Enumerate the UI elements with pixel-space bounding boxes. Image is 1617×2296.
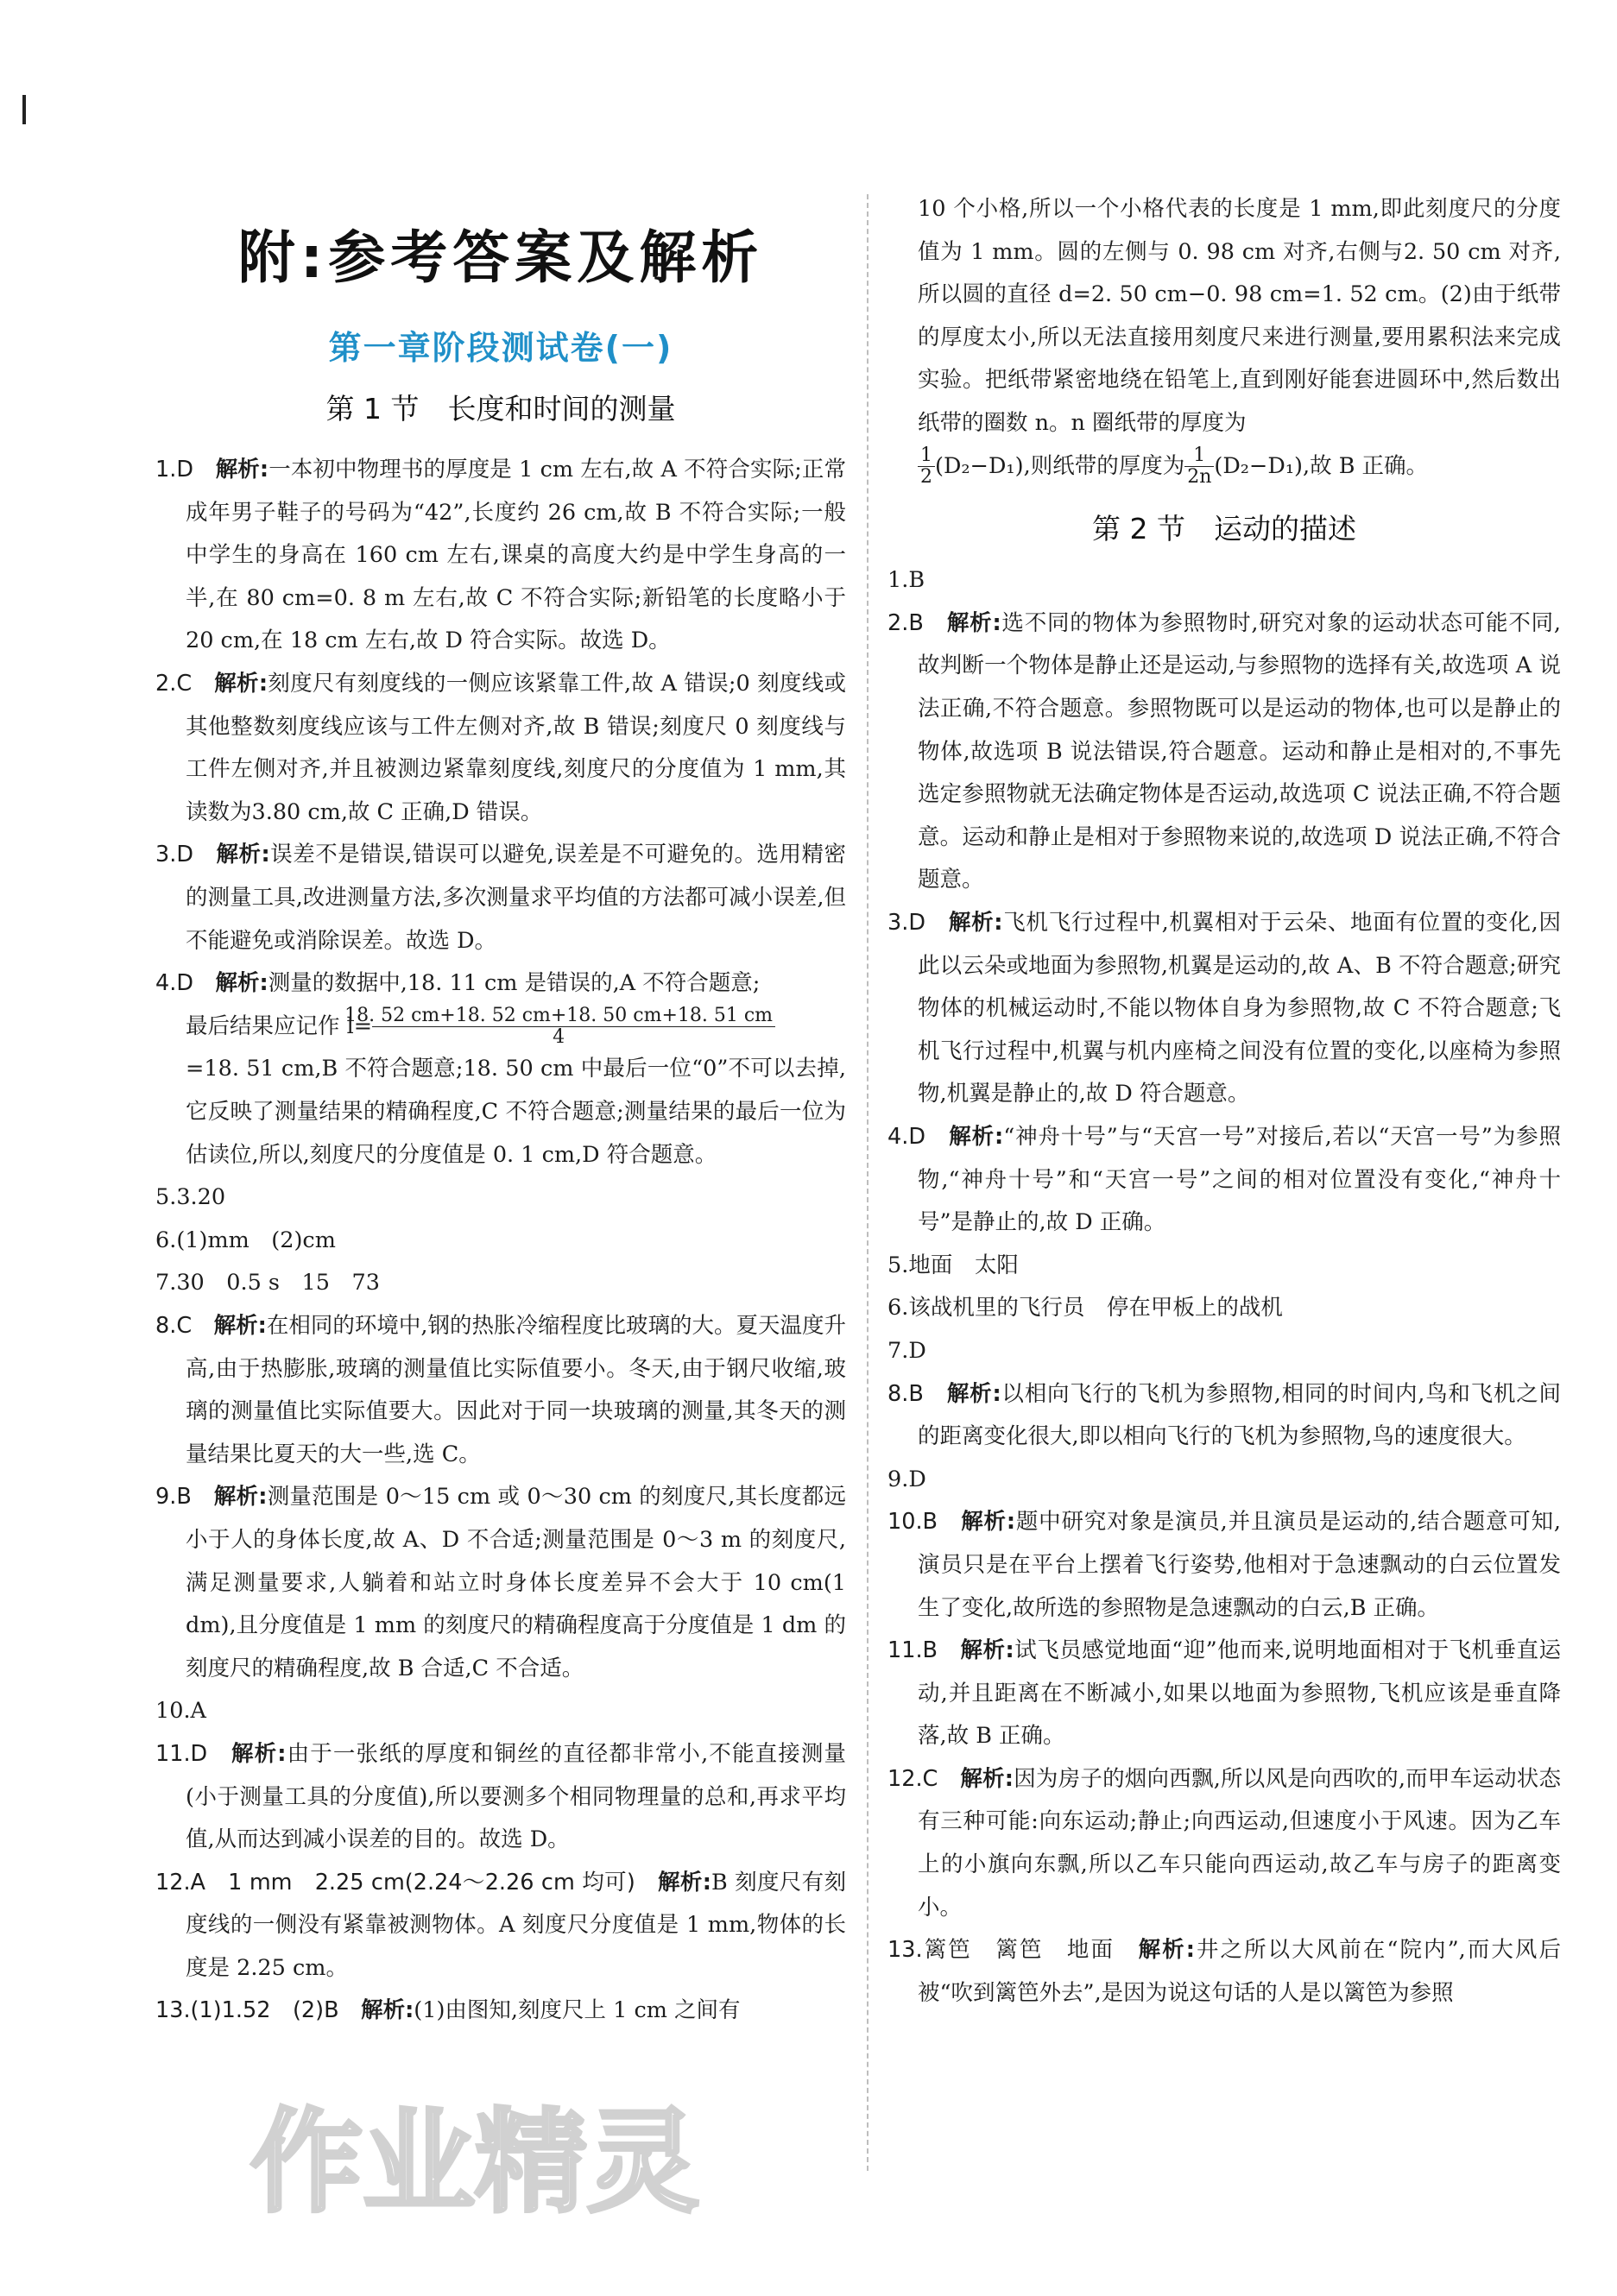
analysis-text: 刻度尺有刻度线的一侧应该紧靠工件,故 A 错误;0 刻度线或其他整数刻度线应该与工件左侧对齐,故 B 错误;刻度尺 0 刻度线与工件左侧对齐,并且被测边紧靠刻度线,刻度尺的分度值为 1 mm,其读数为3.80 cm,故 C 正确,D 错误。 [186,670,846,825]
answer-item [155,663,846,834]
analysis-label: 解析: [946,609,1001,636]
left-column [155,449,846,2033]
chapter-title: 第一章阶段测试卷(一) [328,329,673,367]
analysis-label: 解析: [213,1312,267,1339]
analysis-label: 解析: [961,1509,1016,1536]
analysis-label: 解析: [946,1380,1001,1407]
analysis-text: =18. 51 cm,B 不符合题意;18. 50 cm 中最后一位“0”不可以去掉,它反映了测量结果的精确程度,C 不符合题意;测量结果的最后一位为估读位,所以,刻度尺的分度值是 0. 1 cm,D 符合题意。 [186,1056,846,1168]
analysis-label: 解析: [231,1740,287,1767]
answer-number: 11.D [155,1740,208,1767]
answer-item [887,1373,1561,1459]
column-divider [867,194,869,2171]
analysis-text: (D₂−D₁),故 B 正确。 [1214,452,1429,479]
answer-number: 1.D [155,457,193,483]
section1-title: 第 1 节 长度和时间的测量 [325,392,676,426]
analysis-text: (D₂−D₁),则纸带的厚度为 [935,452,1185,479]
analysis-text: 最后结果应记作 l= [186,1012,373,1039]
analysis-text: 飞机飞行过程中,机翼相对于云朵、地面有位置的变化,因此以云朵或地面为参照物,机翼是运动的,故 A、B 不符合题意;研究物体的机械运动时,不能以物体自身为参照物,故 C 不符合题意;飞机飞行过程中,机翼与机内座椅之间没有位置的变化,以座椅为参照物,机翼是静止的,故 D 符合题意。 [918,910,1561,1107]
answer-number: 4.D [155,970,193,997]
analysis-label: 解析: [949,1123,1004,1150]
answer-number: 4.D [887,1123,925,1150]
formula-numerator: 18. 52 cm+18. 52 cm+18. 50 cm+18. 51 cm [372,1006,775,1027]
analysis-text: 测量的数据中,18. 11 cm 是错误的,A 不符合题意; [268,970,761,997]
answer-number: 8.C [155,1312,193,1339]
answer-number: 2.C [155,670,193,697]
analysis-label: 解析: [1138,1937,1195,1964]
answer-item [887,602,1561,902]
fraction-numerator: 1 [1184,445,1214,467]
answer-item [155,1990,846,2033]
answer-item: 7.30 0.5 s 15 73 [155,1270,380,1296]
answer-number: 13.(1)1.52 (2)B [155,1997,339,2024]
analysis-text: 选不同的物体为参照物时,研究对象的运动状态可能不同,故判断一个物体是静止还是运动,与参照物的选择有关,故选项 A 说法正确,不符合题意。参照物既可以是运动的物体,也可以是静止的物体,故选项 B 说法错误,符合题意。运动和静止是相对的,不事先选定参照物就无法确定物体是否运动,故选项 C 说法正确,不符合题意。运动和静止是相对于参照物来说的,故选项 D 说法正确,不符合题意。 [918,609,1561,893]
formula-denominator: 4 [553,1026,565,1049]
answer-continuation [887,188,1561,488]
answer-item: 6.该战机里的飞行员 停在甲板上的战机 [887,1295,1283,1321]
fraction-denominator: 2 [920,466,932,489]
right-column [887,188,1561,2015]
answer-item: 7.D [887,1337,926,1364]
answer-item [155,834,846,962]
answer-item: 1.B [887,567,925,594]
analysis-label: 解析: [658,1869,711,1895]
analysis-text: 误差不是错误,错误可以避免,误差是不可避免的。选用精密的测量工具,改进测量方法,多次测量求平均值的方法都可减小误差,但不能避免或消除误差。故选 D。 [186,842,846,954]
fraction-half [918,445,935,488]
answer-item: 6.(1)mm (2)cm [155,1227,336,1253]
page-title: 附:参考答案及解析 [237,224,764,291]
watermark-logo [233,2072,717,2244]
answer-number: 3.D [887,910,925,936]
analysis-label: 解析: [215,457,269,483]
fraction-denominator: 2n [1187,466,1212,489]
section2-title: 第 2 节 运动的描述 [1092,512,1356,546]
answer-item: 5.地面 太阳 [887,1252,1019,1278]
answer-number: 12.C [887,1765,938,1792]
analysis-label: 解析: [361,1997,414,2024]
fraction-one-over-2n [1184,445,1214,488]
analysis-label: 解析: [213,1484,268,1511]
fraction-numerator: 1 [918,445,935,467]
answer-item [887,1929,1561,2015]
answer-number: 2.B [887,609,924,636]
answer-item [887,902,1561,1116]
answer-item [887,1116,1561,1245]
answer-number: 9.B [155,1484,192,1511]
analysis-text: 题中研究对象是演员,并且演员是运动的,结合题意可知,演员只是在平台上摆着飞行姿势,他相对于急速飘动的白云位置发生了变化,故所选的参照物是急速飘动的白云,B 正确。 [918,1509,1561,1621]
answer-item [887,1501,1561,1630]
analysis-label: 解析: [948,910,1003,936]
answer-item: 9.D [887,1466,926,1492]
answer-number: 3.D [155,842,193,868]
analysis-text: 以相向飞行的飞机为参照物,相同的时间内,鸟和飞机之间的距离变化很大,即以相向飞行的飞机为参照物,鸟的速度很大。 [918,1380,1561,1450]
analysis-text: 10 个小格,所以一个小格代表的长度是 1 mm,即此刻度尺的分度值为 1 mm。圆的左侧与 0. 98 cm 对齐,右侧与2. 50 cm 对齐,所以圆的直径 d=2. 50 cm−0. 98 cm=1. 52 cm。(2)由于纸带的厚度太小,所以无法直接用刻度尺来进行测量,要用累积法来完成实验。把纸带紧密地绕在铅笔上,直到刚好能套进圆环中,然后数出纸带的圈数 n。n 圈纸带的厚度为 [918,196,1561,436]
answer-item [887,1758,1561,1929]
answer-item: 5.3.20 [155,1184,226,1211]
analysis-text: 由于一张纸的厚度和铜丝的直径都非常小,不能直接测量(小于测量工具的分度值),所以要测多个相同物理量的总和,再求平均值,从而达到减小误差的目的。故选 D。 [186,1740,846,1853]
analysis-text: 井之所以大风前在“院内”,而大风后被“吹到篱笆外去”,是因为说这句话的人是以篱笆为参照 [918,1937,1561,2006]
answer-item [155,1305,846,1476]
answer-number: 13.篱笆 篱笆 地面 [887,1937,1115,1964]
analysis-label: 解析: [960,1637,1014,1664]
analysis-text: (1)由图知,刻度尺上 1 cm 之间有 [414,1997,741,2024]
answer-item: 10.A [155,1698,206,1725]
answer-number: 10.B [887,1509,938,1536]
analysis-text: 在相同的环境中,钢的热胀冷缩程度比玻璃的大。夏天温度升高,由于热膨胀,玻璃的测量值比实际值要小。冬天,由于钢尺收缩,玻璃的测量值比实际值要大。因此对于同一块玻璃的测量,其冬天的测量结果比夏天的大一些,选 C。 [186,1312,846,1467]
answer-item [155,449,846,663]
analysis-label: 解析: [216,842,270,868]
analysis-text: 测量范围是 0～15 cm 或 0～30 cm 的刻度尺,其长度都远小于人的身体长度,故 A、D 不合适;测量范围是 0～3 m 的刻度尺,满足测量要求,人躺着和站立时身体长度差异不会大于 10 cm(1 dm),且分度值是 1 mm 的刻度尺的精确程度高于分度值是 1 dm 的刻度尺的精确程度,故 B 合适,C 不合适。 [186,1484,846,1681]
analysis-label: 解析: [960,1765,1014,1792]
watermark-text: 作业精灵 [249,2097,700,2228]
section1-header [155,387,846,427]
corner-mark [22,95,26,124]
answer-item [155,1476,846,1690]
answer-number: 8.B [887,1380,924,1407]
analysis-label: 解析: [214,670,268,697]
answer-item [155,962,846,1176]
analysis-text: B 刻度尺有刻度线的一侧没有紧靠被测物体。A 刻度尺分度值是 1 mm,物体的长度是 2.25 cm。 [186,1869,846,1981]
average-formula [344,1005,775,1049]
answer-number: 12.A 1 mm 2.25 cm(2.24～2.26 cm 均可) [155,1869,635,1895]
answer-item [155,1733,846,1862]
answer-item [887,1630,1561,1758]
answer-number: 11.B [887,1637,938,1664]
analysis-text: 因为房子的烟向西飘,所以风是向西吹的,而甲车运动状态有三种可能:向东运动;静止;向西运动,但速度小于风速。因为乙车上的小旗向东飘,所以乙车只能向西运动,故乙车与房子的距离变小。 [918,1765,1561,1921]
analysis-text: “神舟十号”与“天宫一号”对接后,若以“天宫一号”为参照物,“神舟十号”和“天宫一号”之间的相对位置没有变化,“神舟十号”是静止的,故 D 正确。 [918,1123,1561,1236]
analysis-text: 试飞员感觉地面“迎”他而来,说明地面相对于飞机垂直运动,并且距离在不断减小,如果以地面为参照物,飞机应该是垂直降落,故 B 正确。 [918,1637,1561,1750]
analysis-label: 解析: [215,970,268,997]
answer-item [155,1862,846,1990]
analysis-text: 一本初中物理书的厚度是 1 cm 左右,故 A 不符合实际;正常成年男子鞋子的号码为“42”,长度约 26 cm,故 B 不符合实际;一般中学生的身高在 160 cm 左右,课桌的高度大约是中学生身高的一半,在 80 cm=0. 8 m 左右,故 C 不符合实际;新铅笔的长度略小于 20 cm,在 18 cm 左右,故 D 符合实际。故选 D。 [186,457,846,654]
